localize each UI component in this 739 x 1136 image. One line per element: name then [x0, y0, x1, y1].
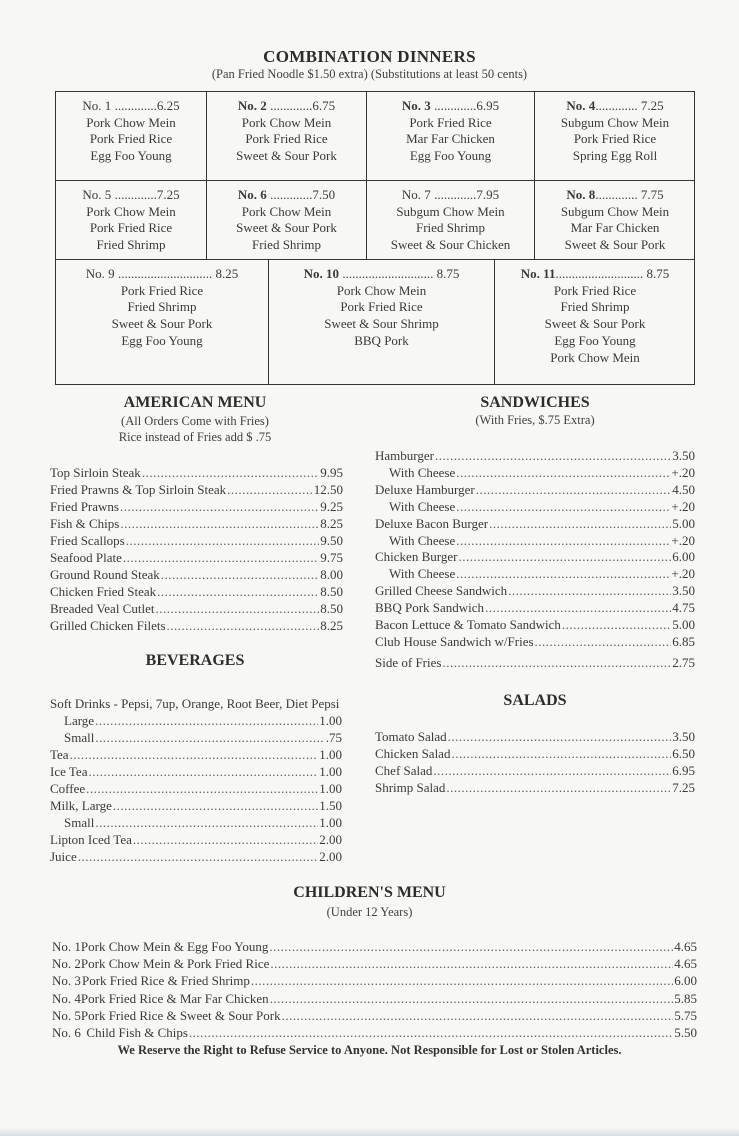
sandwich-item-name: Club House Sandwich w/Fries — [375, 633, 534, 649]
combo-item: Pork Fried Rice — [409, 114, 492, 130]
salad-item — [375, 746, 695, 762]
sandwiches-note: (With Fries, $.75 Extra) — [475, 413, 595, 427]
beverage-item-name: Juice — [50, 849, 77, 864]
beverages-intro: Soft Drinks - Pepsi, 7up, Orange, Root Beer, Diet Pepsi — [50, 696, 340, 711]
children-item — [52, 991, 697, 1007]
sandwich-item — [375, 617, 695, 633]
sandwich-item-name: Hamburger — [375, 448, 434, 463]
side-of-fries — [375, 655, 695, 671]
beverage-item-name: Coffee — [50, 781, 86, 796]
children-item-number: No. 6 — [52, 1025, 81, 1040]
combo-item: Fried Shrimp — [560, 299, 630, 315]
american-item — [50, 618, 343, 634]
combo-item: Pork Chow Mein — [86, 203, 176, 219]
dot-leader — [161, 567, 319, 583]
combo-item: Fried Shrimp — [96, 237, 166, 253]
american-item-name: Breaded Veal Cutlet — [50, 601, 155, 616]
dot-leader — [270, 991, 674, 1007]
combo-item: Egg Foo Young — [121, 332, 203, 348]
combo-item: Spring Egg Roll — [572, 148, 658, 164]
sandwich-item-name: Chicken Burger — [375, 549, 458, 565]
sandwich-item-name: Side of Fries — [375, 655, 442, 670]
american-item-name: Grilled Chicken Filets — [50, 618, 166, 633]
combo-title: COMBINATION DINNERS — [263, 47, 476, 66]
combo-item: Pork Chow Mein — [241, 114, 332, 130]
combo-item: Egg Foo Young — [409, 148, 492, 164]
children-item-name: Pork Fried Rice & Fried Shrimp — [82, 973, 250, 989]
children-item — [52, 1008, 697, 1024]
combo-cell — [207, 92, 366, 165]
dot-leader — [126, 533, 320, 549]
american-item-price: 9.25 — [320, 499, 343, 514]
dot-leader — [120, 516, 319, 532]
beverage-item-price: 2.00 — [319, 849, 342, 864]
beverages-title: BEVERAGES — [145, 652, 245, 669]
combo-item: Pork Fried Rice — [573, 131, 657, 147]
dot-leader — [120, 499, 319, 515]
combo-item: Fried Shrimp — [127, 299, 197, 315]
beverage-item-name: Large — [64, 713, 95, 728]
dot-leader — [78, 849, 319, 865]
beverage-item-price: 1.00 — [319, 764, 342, 779]
children-item — [52, 956, 697, 972]
beverage-item — [64, 815, 342, 831]
sandwich-item-name: Grilled Cheese Sandwich — [375, 583, 508, 599]
combo-item: Fried Shrimp — [252, 237, 321, 253]
salad-item-name: Shrimp Salad — [375, 780, 446, 795]
sandwich-item-price: +.20 — [671, 464, 695, 480]
combo-item: BBQ Pork — [354, 332, 409, 348]
combo-item: Subgum Chow Mein — [560, 114, 670, 130]
sandwich-item-name: With Cheese — [389, 464, 456, 480]
combo-item: Pork Chow Mein — [241, 203, 332, 219]
combo-header: No. 5 .............7.25 — [82, 187, 180, 202]
combo-cell — [535, 92, 695, 165]
american-item-name: Seafood Plate — [50, 550, 122, 565]
sandwich-item-price: 3.50 — [672, 448, 695, 463]
beverage-item-price: 1.50 — [319, 798, 342, 813]
salad-item — [375, 763, 695, 779]
children-item-price: 5.85 — [674, 990, 697, 1006]
children-item-number: No. 5 — [52, 1007, 81, 1023]
american-item-name: Fried Scallops — [50, 533, 125, 548]
american-item-price: 9.95 — [320, 465, 343, 480]
salad-item-name: Chicken Salad — [375, 746, 451, 761]
children-item-number: No. 4 — [52, 990, 81, 1006]
combo-item: Subgum Chow Mein — [560, 203, 670, 219]
sandwich-item-price: 4.75 — [672, 600, 695, 616]
children-item — [52, 1025, 697, 1041]
american-item-name: Fish & Chips — [50, 516, 120, 531]
beverage-item — [50, 849, 342, 865]
sandwich-item-price: 6.00 — [672, 549, 695, 565]
beverage-item — [50, 832, 342, 848]
dot-leader — [282, 1008, 674, 1024]
american-item-price: 8.00 — [320, 567, 343, 582]
combo-grid — [55, 91, 695, 385]
american-item-price: 8.25 — [320, 516, 343, 531]
beverage-item-name: Lipton Iced Tea — [50, 832, 132, 847]
dot-leader — [189, 1025, 673, 1041]
salad-item-price: 6.50 — [672, 746, 695, 761]
combo-item: Sweet & Sour Pork — [544, 316, 646, 332]
combo-item: Sweet & Sour Pork — [111, 316, 213, 332]
american-item-price: 8.50 — [320, 584, 343, 599]
combo-item: Pork Fried Rice — [89, 131, 173, 147]
children-item-price: 4.65 — [674, 956, 697, 972]
dot-leader — [86, 781, 318, 797]
children-item — [52, 939, 697, 955]
dot-leader — [167, 618, 320, 634]
sandwich-item — [375, 516, 695, 532]
dot-leader — [442, 655, 671, 671]
dot-leader — [456, 465, 670, 481]
combo-header: No. 1 .............6.25 — [82, 98, 180, 113]
salads-title: SALADS — [503, 692, 567, 709]
sandwich-item — [375, 600, 695, 616]
sandwich-item-name: Deluxe Hamburger — [375, 481, 475, 497]
sandwich-item — [375, 482, 695, 498]
beverage-item-name: Tea — [50, 747, 69, 762]
sandwich-item — [375, 549, 695, 565]
page-edge — [0, 1128, 739, 1136]
dot-leader — [508, 583, 671, 599]
combo-item: Mar Far Chicken — [570, 220, 660, 236]
combo-header: No. 4............. 7.25 — [566, 98, 664, 113]
american-note: (All Orders Come with Fries) — [121, 414, 269, 428]
dot-leader — [95, 730, 324, 746]
american-item — [50, 567, 343, 583]
salad-item-price: 7.25 — [672, 780, 695, 795]
combo-item: Pork Chow Mein — [336, 282, 427, 298]
combo-item: Egg Foo Young — [90, 148, 172, 164]
children-note: (Under 12 Years) — [326, 905, 413, 919]
beverage-item-name: Small — [64, 730, 95, 745]
children-item-name: Pork Fried Rice & Mar Far Chicken — [80, 990, 269, 1006]
sandwich-item — [375, 634, 695, 650]
sandwich-item — [389, 465, 695, 481]
american-item-price: 9.75 — [320, 550, 343, 565]
sandwich-item — [389, 533, 695, 549]
american-note: Rice instead of Fries add $ .75 — [118, 430, 272, 444]
combo-cell — [207, 181, 366, 254]
combo-header: No. 6 .............7.50 — [237, 187, 336, 202]
dot-leader — [88, 764, 318, 780]
sandwich-item-name: BBQ Pork Sandwich — [375, 600, 485, 616]
american-item — [50, 533, 343, 549]
beverage-item-price: 1.00 — [319, 747, 342, 762]
sandwich-item-name: Deluxe Bacon Burger — [375, 515, 489, 531]
combo-item: Sweet & Sour Pork — [236, 220, 337, 236]
american-item-name: Top Sirloin Steak — [50, 465, 141, 480]
combo-item: Pork Fried Rice — [340, 299, 423, 315]
american-item-name: Fried Prawns & Top Sirloin Steak — [50, 482, 227, 497]
footer-disclaimer: We Reserve the Right to Refuse Service to Anyone. Not Responsible for Lost or Stolen Articles. — [117, 1043, 622, 1057]
sandwich-item-price: 5.00 — [672, 515, 695, 531]
sandwich-item-name: With Cheese — [389, 498, 456, 514]
beverage-item — [50, 747, 342, 763]
combo-item: Pork Fried Rice — [245, 131, 328, 147]
beverage-item — [50, 781, 342, 797]
children-item-price: 4.65 — [674, 939, 697, 954]
dot-leader — [433, 763, 671, 779]
beverage-item-price: .75 — [325, 730, 342, 745]
children-item-price: 5.50 — [674, 1025, 697, 1040]
combo-cell — [535, 181, 695, 254]
combo-subtitle: (Pan Fried Noodle $1.50 extra) (Substitutions at least 50 cents) — [211, 67, 528, 81]
dot-leader — [435, 448, 671, 464]
sandwich-item-price: +.20 — [671, 498, 695, 514]
salad-item-name: Chef Salad — [375, 763, 433, 778]
combo-item: Sweet & Sour Pork — [564, 237, 666, 253]
beverage-item — [50, 798, 342, 814]
dot-leader — [456, 499, 670, 515]
combo-item: Pork Fried Rice — [553, 282, 637, 298]
sandwich-item-price: 2.75 — [672, 655, 695, 670]
children-item-name: Pork Fried Rice & Sweet & Sour Pork — [80, 1007, 281, 1023]
combo-header: No. 3 .............6.95 — [401, 98, 500, 113]
american-item-name: Ground Round Steak — [50, 567, 160, 582]
american-item — [50, 584, 343, 600]
beverage-item — [50, 764, 342, 780]
combo-item: Pork Chow Mein — [550, 349, 640, 365]
american-item — [50, 499, 343, 515]
sandwich-item-price: 3.50 — [672, 583, 695, 599]
children-item-price: 6.00 — [674, 973, 697, 989]
dot-leader — [448, 729, 672, 745]
children-title: CHILDREN'S MENU — [293, 884, 446, 901]
dot-leader — [70, 747, 319, 763]
combo-cell — [56, 260, 268, 350]
combo-header: No. 11........................... 8.75 — [520, 266, 670, 281]
dot-leader — [142, 465, 319, 481]
combo-cell — [56, 92, 206, 165]
dot-leader — [535, 634, 672, 650]
dot-leader — [485, 600, 671, 616]
beverage-item-price: 1.00 — [319, 815, 342, 830]
combo-item: Subgum Chow Mein — [396, 203, 505, 219]
beverage-item-name: Small — [64, 815, 95, 830]
dot-leader — [456, 566, 670, 582]
combo-item: Pork Chow Mein — [86, 114, 176, 130]
beverage-item-price: 2.00 — [319, 832, 342, 847]
american-item-price: 8.50 — [320, 601, 343, 616]
dot-leader — [269, 939, 673, 955]
children-item-name: Pork Chow Mein & Egg Foo Young — [80, 939, 269, 954]
children-item — [52, 973, 697, 989]
sandwich-item-name: Bacon Lettuce & Tomato Sandwich — [375, 617, 561, 632]
combo-header: No. 9 ............................. 8.25 — [85, 266, 239, 281]
combo-item: Fried Shrimp — [416, 220, 485, 236]
combo-header: No. 8............. 7.75 — [566, 187, 664, 202]
american-item-name: Fried Prawns — [50, 499, 119, 514]
salad-item — [375, 729, 695, 745]
american-title: AMERICAN MENU — [123, 394, 267, 411]
dot-leader — [157, 584, 319, 600]
sandwich-item-price: +.20 — [671, 566, 695, 582]
dot-leader — [451, 746, 671, 762]
children-item-number: No. 2 — [52, 956, 81, 972]
dot-leader — [446, 780, 671, 796]
sandwich-item-price: 4.50 — [672, 481, 695, 497]
dot-leader — [113, 798, 318, 814]
dot-leader — [458, 549, 671, 565]
american-item-price: 8.25 — [320, 618, 343, 633]
salad-item-price: 3.50 — [672, 729, 695, 744]
american-item-price: 9.50 — [320, 533, 343, 548]
sandwich-item-name: With Cheese — [389, 532, 456, 548]
combo-item: Egg Foo Young — [554, 332, 636, 348]
salad-item — [375, 780, 695, 796]
beverage-item — [64, 713, 342, 729]
beverage-item-price: 1.00 — [319, 713, 342, 728]
sandwich-item — [389, 566, 695, 582]
american-item — [50, 516, 343, 532]
american-item — [50, 482, 343, 498]
sandwiches-title: SANDWICHES — [480, 394, 590, 411]
dot-leader — [251, 973, 673, 989]
sandwich-item — [375, 448, 695, 464]
american-item — [50, 601, 343, 617]
children-item-name: Pork Chow Mein & Pork Fried Rice — [80, 956, 270, 972]
combo-cell — [56, 181, 206, 254]
american-item-name: Chicken Fried Steak — [50, 584, 157, 599]
children-item-price: 5.75 — [674, 1007, 697, 1023]
salad-item-price: 6.95 — [672, 763, 695, 778]
combo-item: Pork Fried Rice — [120, 282, 204, 298]
dot-leader — [133, 832, 318, 848]
salad-item-name: Tomato Salad — [375, 729, 447, 744]
combo-header: No. 7 .............7.95 — [401, 187, 500, 202]
sandwich-item — [375, 583, 695, 599]
dot-leader — [227, 482, 313, 498]
sandwich-item-name: With Cheese — [389, 566, 456, 582]
combo-header: No. 2 .............6.75 — [237, 98, 336, 113]
american-item-price: 12.50 — [313, 482, 343, 497]
american-item — [50, 550, 343, 566]
combo-header: No. 10 ............................ 8.75 — [303, 266, 460, 281]
dot-leader — [456, 533, 670, 549]
american-item — [50, 465, 343, 481]
dot-leader — [155, 601, 319, 617]
children-item-number: No. 1 — [52, 939, 81, 954]
combo-item: Sweet & Sour Chicken — [390, 237, 511, 253]
children-item-name: Child Fish & Chips — [86, 1025, 188, 1040]
combo-cell — [367, 92, 534, 165]
combo-cell — [495, 260, 695, 366]
dot-leader — [95, 713, 318, 729]
dot-leader — [270, 956, 673, 972]
sandwich-item-price: 6.85 — [672, 633, 695, 649]
beverage-item-price: 1.00 — [319, 781, 342, 796]
dot-leader — [123, 550, 319, 566]
children-item-number: No. 3 — [52, 973, 81, 989]
combo-item: Sweet & Sour Pork — [236, 148, 337, 164]
dot-leader — [95, 815, 318, 831]
beverage-item-name: Milk, Large — [50, 798, 112, 813]
dot-leader — [489, 516, 671, 532]
beverage-item-name: Ice Tea — [50, 764, 88, 779]
sandwich-item-price: 5.00 — [672, 617, 695, 632]
combo-cell — [367, 181, 534, 254]
dot-leader — [476, 482, 671, 498]
beverage-item — [64, 730, 342, 746]
combo-item: Mar Far Chicken — [406, 131, 495, 147]
combo-item: Sweet & Sour Shrimp — [324, 316, 439, 332]
sandwich-item-price: +.20 — [671, 532, 695, 548]
dot-leader — [562, 617, 671, 633]
combo-cell — [269, 260, 494, 350]
combo-item: Pork Fried Rice — [89, 220, 173, 236]
sandwich-item — [389, 499, 695, 515]
